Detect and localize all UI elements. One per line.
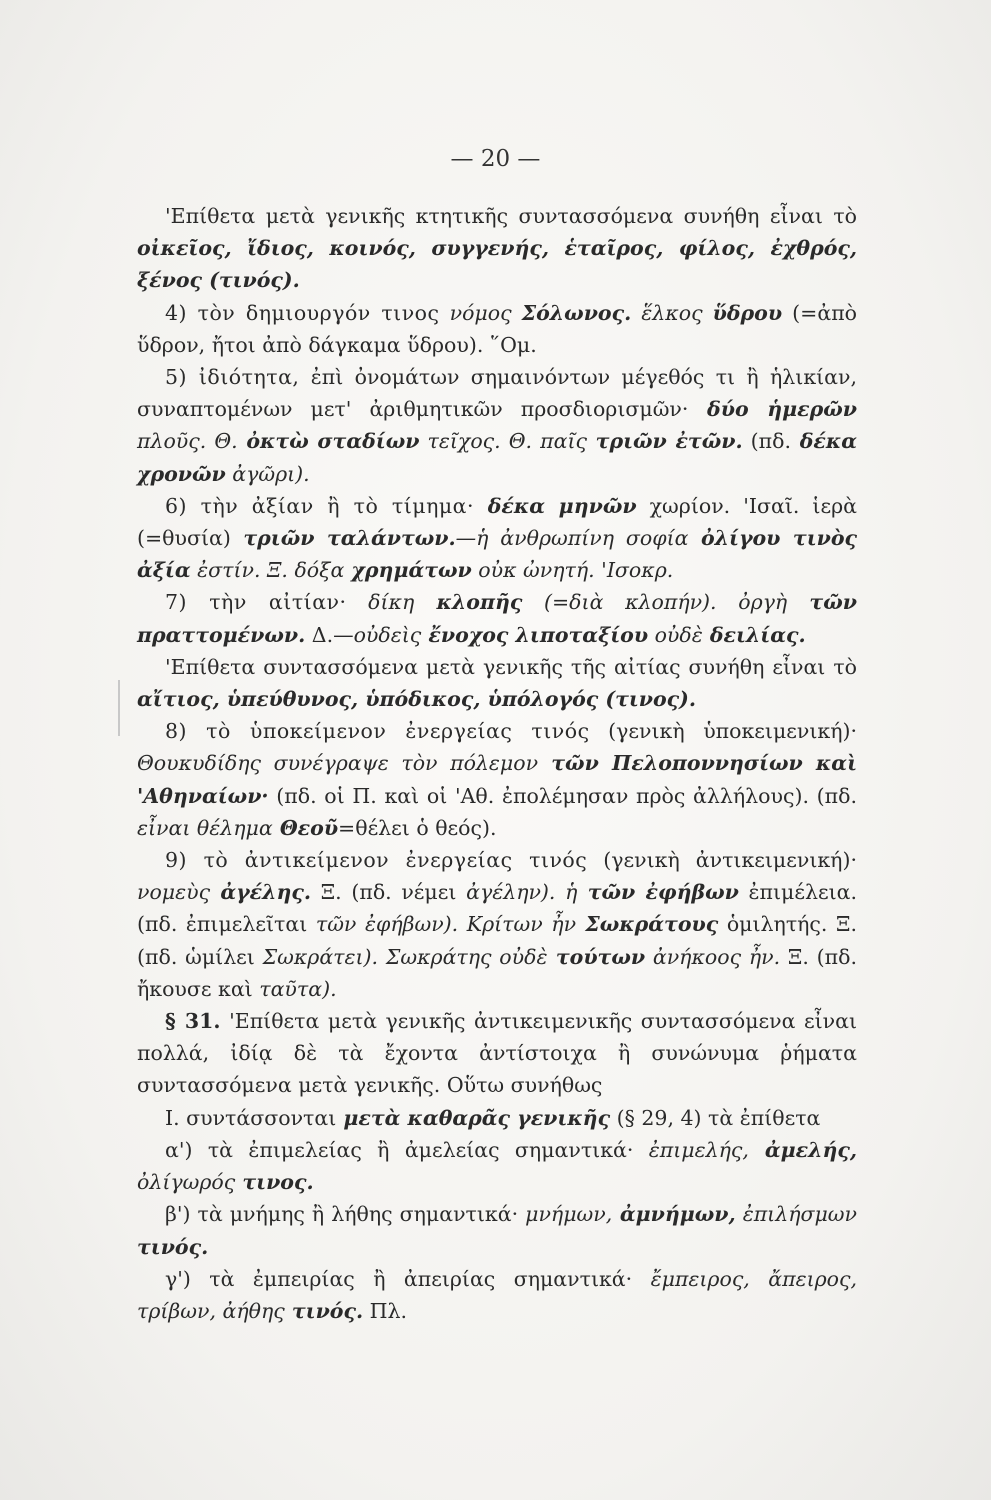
margin-mark: [118, 680, 120, 736]
paragraph-7: 8) τὸ ὑποκείμενον ἐνεργείας τινός (γενικὴ ὑποκειμενική)· Θουκυδίδης συνέγραψε τὸν πόλεμον τῶν Πελοποννησίων καὶ 'Αθηναίων· (πδ. οἱ Π. καὶ οἱ 'Αθ. ἐπολέμησαν πρὸς ἀλλήλους). (πδ. εἶναι θέλημα Θεοῦ=θέλει ὁ θεός).: [137, 719, 857, 840]
paragraph-4: 6) τὴν ἀξίαν ἢ τὸ τίμημα· δέκα μηνῶν χωρίον. 'Ισαῖ. ἱερὰ (=θυσία) τριῶν ταλάντων.—ἡ ἀνθρωπίνη σοφία ὀλίγου τινὸς ἀξία ἐστίν. Ξ. δόξα χρημάτων οὐκ ὠνητή. 'Ισοκρ.: [137, 493, 858, 583]
paragraph-10: Ι. συντάσσονται μετὰ καθαρᾶς γενικῆς (§ 29, 4) τὰ ἐπίθετα: [165, 1105, 821, 1130]
paragraph-12: β') τὰ μνήμης ἢ λήθης σημαντικά· μνήμων, ἀμνήμων, ἐπιλήσμων τινός.: [137, 1202, 857, 1259]
paragraph-13: γ') τὰ ἐμπειρίας ἢ ἀπειρίας σημαντικά· ἔμπειρος, ἄπειρος, τρίβων, ἀήθης τινός. Πλ.: [137, 1266, 857, 1323]
paragraph-5: 7) τὴν αἰτίαν· δίκη κλοπῆς (=διὰ κλοπήν). ὀργὴ τῶν πραττομένων. Δ.—οὐδεὶς ἔνοχος λιποταξίου οὐδὲ δειλίας.: [137, 590, 857, 647]
paragraph-6: 'Επίθετα συντασσόμενα μετὰ γενικῆς τῆς αἰτίας συνήθη εἶναι τὸ αἴτιος, ὑπεύθυνος, ὑπόδικος, ὑπόλογός (τινος).: [137, 654, 857, 712]
body-text: [137, 200, 857, 1327]
page-number: — 20 —: [450, 146, 541, 172]
paragraph-3: 5) ἰδιότητα, ἐπὶ ὀνομάτων σημαινόντων μέγεθός τι ἢ ἡλικίαν, συναπτομένων μετ' ἀριθμητικῶν προσδιορισμῶν· δύο ἡμερῶν πλοῦς. Θ. ὀκτὼ σταδίων τεῖχος. Θ. παῖς τριῶν ἐτῶν. (πδ. δέκα χρονῶν ἀγῶρι).: [137, 365, 857, 486]
paragraph-11: α') τὰ ἐπιμελείας ἢ ἀμελείας σημαντικά· ἐπιμελής, ἀμελής, ὀλίγωρός τινος.: [137, 1137, 857, 1195]
paragraph-1: 'Επίθετα μετὰ γενικῆς κτητικῆς συντασσόμενα συνήθη εἶναι τὸ οἰκεῖος, ἴδιος, κοινός, συγγενής, ἑταῖρος, φίλος, ἐχθρός, ξένος (τινός).: [137, 204, 857, 293]
paragraph-8: 9) τὸ ἀντικείμενον ἐνεργείας τινός (γενικὴ ἀντικειμενική)· νομεὺς ἀγέλης. Ξ. (πδ. νέμει ἀγέλην). ἡ τῶν ἐφήβων ἐπιμέλεια. (πδ. ἐπιμελεῖται τῶν ἐφήβων). Κρίτων ἦν Σωκράτους ὁμιλητής. Ξ. (πδ. ὡμίλει Σωκράτει). Σωκράτης οὐδὲ τούτων ἀνήκοος ἦν. Ξ. (πδ. ἤκουσε καὶ ταῦτα).: [137, 848, 857, 1001]
paragraph-2: 4) τὸν δημιουργόν τινος νόμος Σόλωνος. ἕλκος ὕδρου (=ἀπὸ ὕδρον, ἤτοι ἀπὸ δάγκαμα ὕδρου). ῞Ομ.: [137, 300, 858, 357]
paragraph-9: § 31. 'Επίθετα μετὰ γενικῆς ἀντικειμενικῆς συντασσόμενα εἶναι πολλά, ἰδίᾳ δὲ τὰ ἔχοντα ἀντίστοιχα ἢ συνώνυμα ῥήματα συντασσόμενα μετὰ γενικῆς. Οὕτω συνήθως: [137, 1009, 857, 1098]
